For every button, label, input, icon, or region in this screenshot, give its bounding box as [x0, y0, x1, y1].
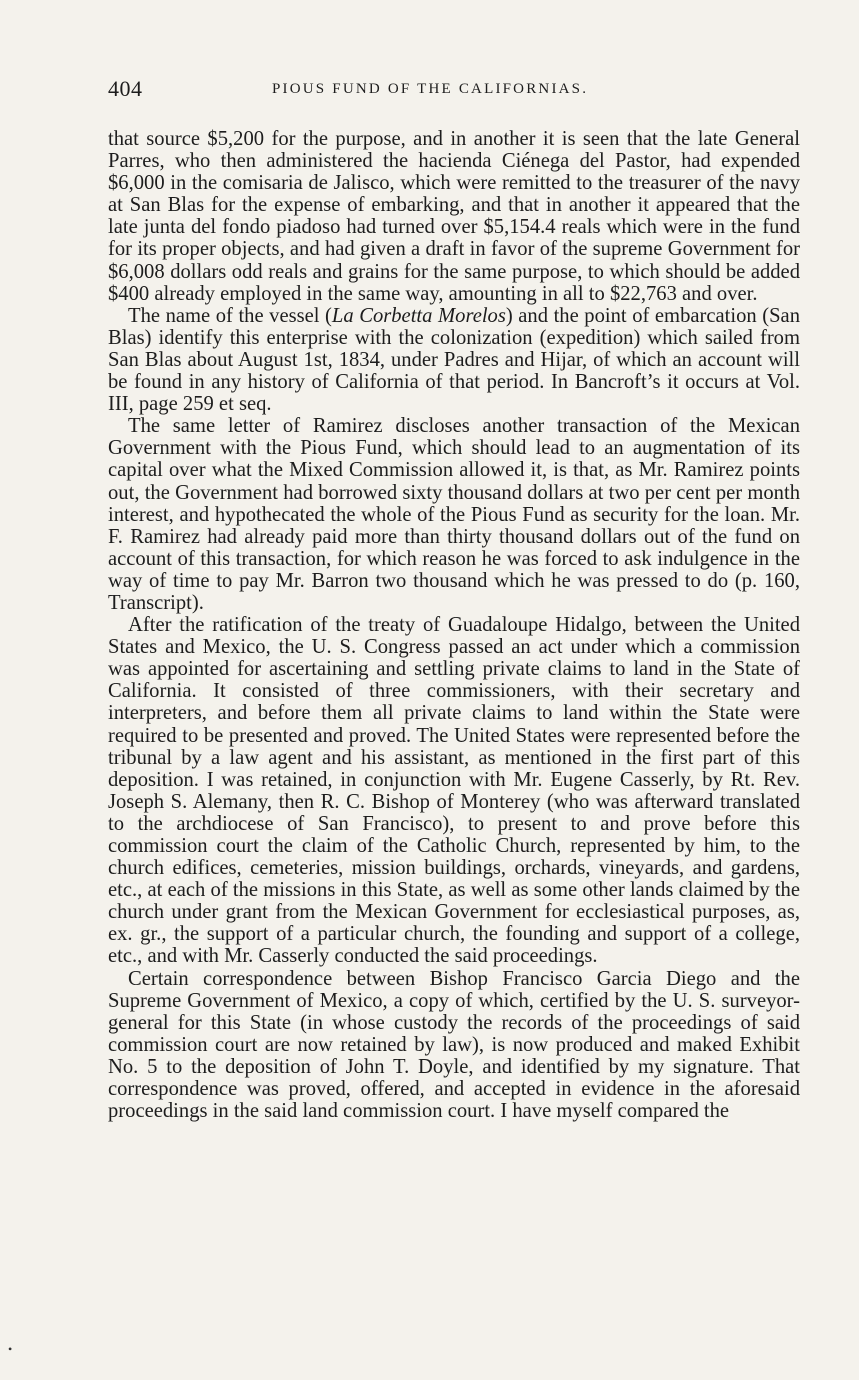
vessel-name-italic: La Corbetta Morelos — [331, 304, 506, 327]
paragraph-text: The name of the vessel ( — [128, 304, 332, 327]
paragraph-ramirez-letter — [108, 415, 800, 614]
running-title: PIOUS FUND OF THE CALIFORNIAS. — [272, 81, 589, 97]
margin-mark: • — [8, 1342, 13, 1356]
paragraph-land-commission — [108, 614, 800, 968]
paragraph-text: Certain correspondence between Bishop Francisco Garcia Diego and the Supreme Government of Mexico, a copy of which, certified by the U. S. surveyor-general for this State (in whose custody the records of the proceedings of said commission court are now retained by law), is now produced and maked Exhibit No. 5 to the deposition of John T. Doyle, and identified by my signature. That correspondence was proved, offered, and accepted in evidence in the aforesaid proceedings in the said land commission court. I have myself compared the — [108, 967, 800, 1123]
page-number: 404 — [108, 76, 143, 101]
paragraph-correspondence — [108, 968, 800, 1123]
paragraph-text: that source $5,200 for the purpose, and in another it is seen that the late General Parres, who then administered the hacienda Ciénega del Pastor, had expended $6,000 in the comisaria de Jalisco, which were remitted to the treasurer of the navy at San Blas for the expense of embarking, and that in another it appeared that the late junta del fondo piadoso had turned over $5,154.4 reals which were in the fund for its proper objects, and had given a draft in favor of the supreme Government for $6,008 dollars odd reals and grains for the same purpose, to which should be added $400 already employed in the same way, amounting in all to $22,763 and over. — [108, 128, 800, 305]
page-header — [108, 76, 802, 108]
paragraph-text: After the ratification of the treaty of Guadaloupe Hidalgo, between the United States and Mexico, the U. S. Congress passed an act under which a commission was appointed for ascertaining and settling private claims to land in the State of California. It consisted of three commissioners, with their secretary and interpreters, and before them all private claims to land within the State were required to be presented and proved. The United States were represented before the tribunal by a law agent and his assistant, as mentioned in the first part of this deposition. I was retained, in conjunction with Mr. Eugene Casserly, by Rt. Rev. Joseph S. Alemany, then R. C. Bishop of Monterey (who was afterward translated to the archdiocese of San Francisco), to present to and prove before this commission court the claim of the Catholic Church, represented by him, to the church edifices, cemeteries, mission buildings, orchards, vineyards, and gardens, etc., at each of the missions in this State, as well as some other lands claimed by the church under grant from the Mexican Government for ecclesiastical purposes, as, ex. gr., the support of a particular church, the founding and support of a college, etc., and with Mr. Casserly conducted the said proceedings. — [108, 614, 800, 968]
paragraph-vessel — [108, 305, 800, 415]
paragraph-text: ) and the point of embarcation (San Blas) identify this enterprise with the colonization (expedition) which sailed from San Blas about August 1st, 1834, under Padres and Hijar, of which an account will be found in any history of California of that period. In Bancroft’s it occurs at Vol. III, page 259 et seq. — [108, 304, 800, 416]
paragraph-text: The same letter of Ramirez discloses another transaction of the Mexican Government with the Pious Fund, which should lead to an augmentation of its capital over what the Mixed Commission allowed it, is that, as Mr. Ramirez points out, the Government had borrowed sixty thousand dollars at two per cent per month interest, and hypothecated the whole of the Pious Fund as security for the loan. Mr. F. Ramirez had already paid more than thirty thousand dollars out of the fund on account of this transaction, for which reason he was forced to ask indulgence in the way of time to pay Mr. Barron two thousand which he was pressed to do (p. 160, Transcript). — [108, 415, 800, 614]
body-text — [108, 128, 800, 1122]
paragraph-continuation — [108, 128, 800, 305]
